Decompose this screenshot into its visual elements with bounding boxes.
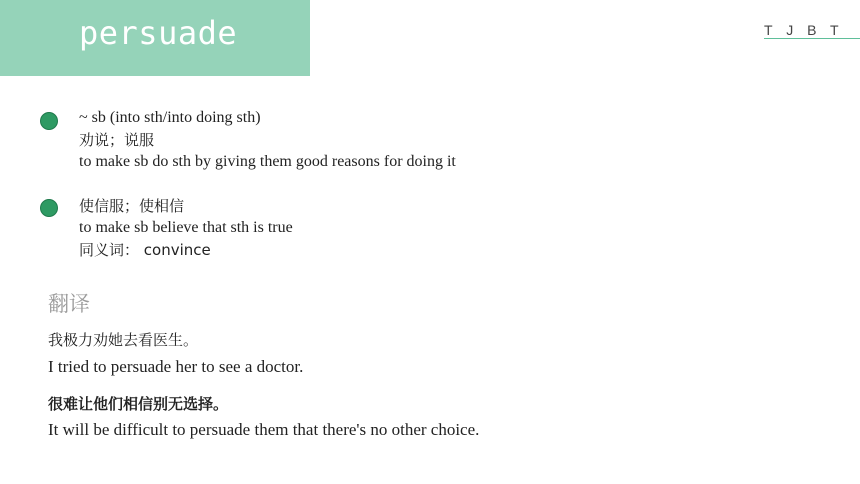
- sense-1: [79, 107, 456, 173]
- bullet-dot-icon: [40, 112, 58, 130]
- brand-underline: [764, 38, 860, 39]
- sense-2-chinese: 使信服；使相信: [79, 197, 185, 215]
- translation-title: 翻译: [48, 292, 90, 316]
- header-banner: [0, 0, 310, 76]
- example-2-chinese: 很难让他们相信别无选择。: [48, 395, 229, 413]
- sense-1-chinese: 劝说；说服: [79, 131, 155, 149]
- example-2-english: It will be difficult to persuade them that there's no other choice.: [48, 420, 480, 439]
- bullet-dot-icon: [40, 199, 58, 217]
- sense-1-definition: to make sb do sth by giving them good reasons for doing it: [79, 153, 456, 170]
- sense-2-synonym: 同义词： convince: [79, 241, 211, 259]
- headword: persuade: [79, 14, 238, 52]
- sense-2-definition: to make sb believe that sth is true: [79, 219, 293, 236]
- sense-1-pattern: ~ sb (into sth/into doing sth): [79, 109, 261, 126]
- example-1-english: I tried to persuade her to see a doctor.: [48, 357, 304, 376]
- example-1-chinese: 我极力劝她去看医生。: [48, 331, 199, 349]
- brand-label: T J B T: [764, 22, 844, 38]
- sense-2: [79, 195, 293, 261]
